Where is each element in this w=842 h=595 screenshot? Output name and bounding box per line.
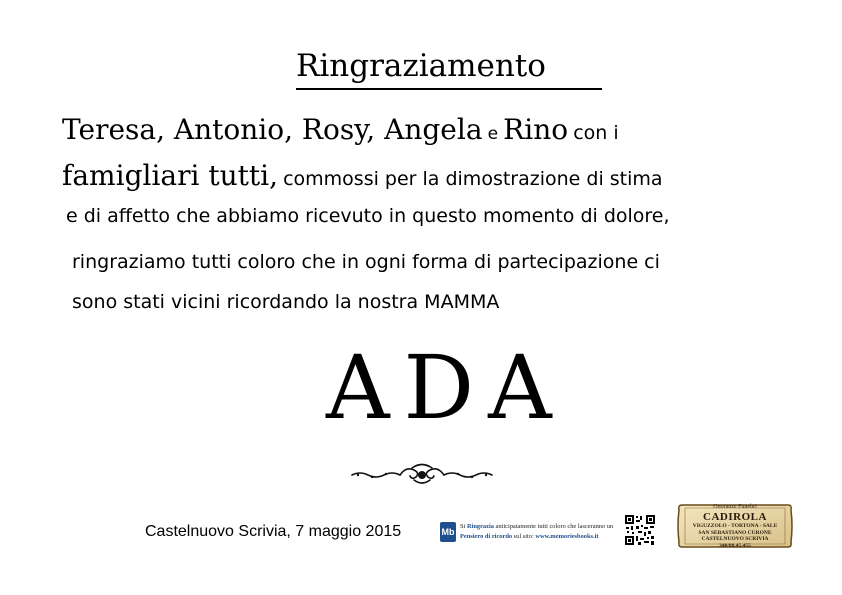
- agency-name: CADIROLA: [703, 511, 767, 523]
- body-line-1: [62, 113, 619, 146]
- body-line-4: ringraziamo tutti coloro che in ogni forma di partecipazione ci: [72, 251, 660, 273]
- note-highlight-1: Ringrazia: [466, 523, 494, 530]
- body-line-5: sono stati vicini ricordando la nostra MAMMA: [72, 291, 500, 313]
- line2-tail: commossi per la dimostrazione di stima: [283, 168, 663, 190]
- note-highlight-2: Pensiero di ricordo: [460, 533, 513, 540]
- ornament-divider-icon: [350, 462, 494, 488]
- note-part-b: anticipatamente tutti coloro che lasceranno un: [493, 523, 614, 530]
- name-last: Rino: [503, 113, 569, 146]
- note-part-a: Si: [460, 523, 467, 530]
- body-line-3: e di affetto che abbiamo ricevuto in questo momento di dolore,: [66, 205, 670, 227]
- agency-towns-2: SAN SEBASTIANO CURONE: [698, 529, 772, 536]
- place-date: Castelnuovo Scrivia, 7 maggio 2015: [145, 523, 402, 540]
- agency-towns-1: VIGUZZOLO - TORTONA - SALE: [692, 523, 778, 529]
- note-part-c: sul sito:: [512, 533, 536, 540]
- conjunction: e: [487, 124, 499, 144]
- memoriesbooks-link[interactable]: www.memoriesbooks.it: [535, 533, 599, 540]
- family-label: famigliari tutti,: [62, 159, 278, 192]
- line1-tail: con i: [573, 122, 619, 144]
- agency-phone: 340/88.45.455: [719, 542, 751, 549]
- qr-code-icon[interactable]: [624, 514, 656, 546]
- memoriesbooks-logo-icon: Mb: [440, 522, 456, 542]
- page-title: Ringraziamento: [296, 48, 546, 84]
- agency-heading: Onoranze Funebri: [713, 504, 757, 510]
- title-underline: [296, 88, 602, 90]
- agency-badge: [676, 504, 794, 549]
- names-list: Teresa, Antonio, Rosy, Angela: [62, 113, 483, 146]
- agency-towns-3: CASTELNUOVO SCRIVIA: [701, 536, 769, 542]
- memoriesbooks-note: [460, 522, 620, 542]
- body-line-2: [62, 159, 663, 192]
- deceased-name: ADA: [326, 336, 566, 439]
